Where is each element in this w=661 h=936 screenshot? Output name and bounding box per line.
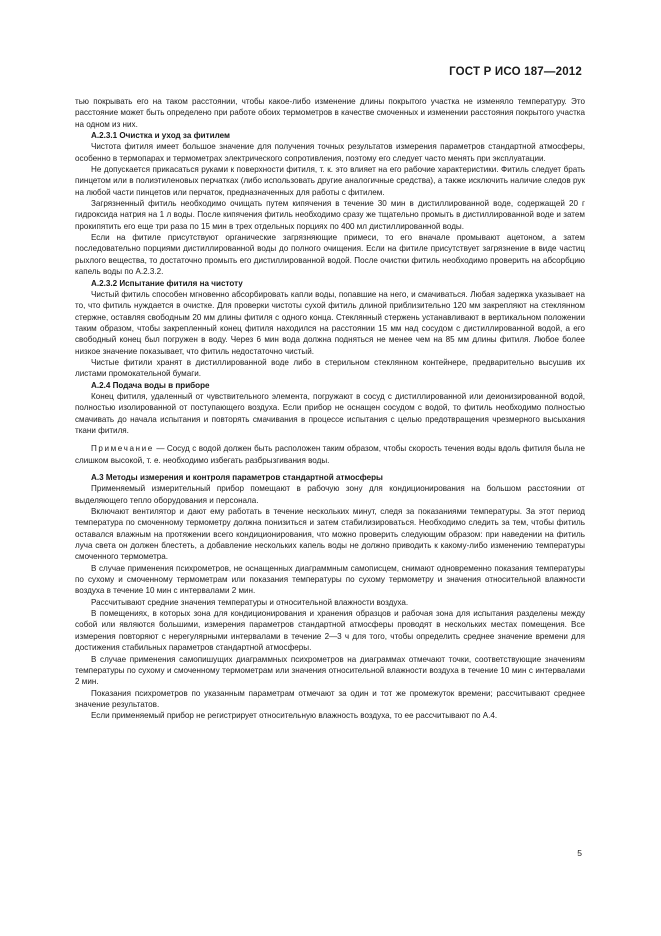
section-heading-a231: А.2.3.1 Очистка и уход за фитилем (91, 131, 231, 141)
paragraph: Включают вентилятор и дают ему работать в течение нескольких минут, следя за показаниями температуры. За этот период температура по смоченному термометру должна понизиться и затем стабилизироваться. Необходимо следить за тем, чтобы фитиль оставался влажным на протяжении всего кондиционирования, что можно проверить следующим образом: при наведении на фитиль луча света он должен блестеть, а добавление нескольких капель воды не должно приводить к какому-либо изменению температуры смоченного термометра. (75, 507, 585, 562)
document-body (75, 96, 585, 722)
note-paragraph (75, 443, 585, 466)
paragraph: Чистый фитиль способен мгновенно абсорбировать капли воды, попавшие на него, и смачиваться. Любая задержка указывает на то, что фитиль нуждается в очистке. Для проверки чистоты сухой фитиль длиной приблизительно 120 мм закрепляют на стеклянном стержне, оставляя свободным 20 мм длины фитиля с одного конца. Стеклянный стержень устанавливают в вертикальном положении таким образом, чтобы закрепленный конец фитиля находился на расстоянии 15 мм над сосудом с дистиллированной водой, а его свободный конец был погружен в воду. Через 6 мин вода должна подняться не менее чем на 85 мм длины фитиля. Любое более низкое значение показывает, что фитиль недостаточно чистый. (75, 289, 585, 356)
section-heading-a3: А.3 Методы измерения и контроля параметров стандартной атмосферы (91, 473, 383, 482)
paragraph-continuation: тью покрывать его на таком расстоянии, чтобы какое-либо изменение длины покрытого участка не изменяло температуру. Это расстояние может быть определено при работе обоих термометров в качестве смоченных и изменении расстояния покрытого участка на одном из них. (75, 97, 585, 129)
paragraph: Чистые фитили хранят в дистиллированной воде либо в стерильном стеклянном контейнере, предварительно высушив их листами промокательной бумаги. (75, 357, 585, 379)
paragraph: Показания психрометров по указанным параметрам отмечают за один и тот же промежуток времени; рассчитывают среднее значение результатов. (75, 688, 585, 709)
paragraph: Загрязненный фитиль необходимо очищать путем кипячения в течение 30 мин в дистиллированной воде, содержащей 20 г гидроксида натрия на 1 л воды. После кипячения фитиль необходимо сразу же тщательно промыть в дистиллированной воде и затем прокипятить его еще три раза по 15 мин в трех отдельных порциях по 400 мл дистиллированной воды. (75, 199, 585, 231)
paragraph: Если на фитиле присутствуют органические загрязняющие примеси, то его вначале промывают ацетоном, а затем последовательно порциями дистиллированной воды до полного очищения. Если на фитиле присутствует загрязнение в виде частиц рыхлого вещества, то достаточно промыть его дистиллированной водой. После очистки фитиль необходимо проверить на абсорбцию капель воды по А.2.3.2. (75, 233, 585, 277)
paragraph: Если применяемый прибор не регистрирует относительную влажность воздуха, то ее рассчитывают по А.4. (91, 711, 498, 721)
page-number: 5 (577, 848, 582, 858)
paragraph: Чистота фитиля имеет большое значение для получения точных результатов измерения параметров стандартной атмосферы, особенно в термопарах и термометрах электрического сопротивления, поэтому его следует часто менять при эксплуатации. (75, 142, 585, 163)
paragraph: Конец фитиля, удаленный от чувствительного элемента, погружают в сосуд с дистиллированной или деионизированной водой, полностью изолированной от поступающего воздуха. Если прибор не оснащен сосудом с водой, то фитиль необходимо полностью смачивать до начала испытания и повторять смачивания в процессе испытания с целью предотвращения чрезмерного высыхания ткани фитиля. (75, 391, 585, 435)
paragraph: В случае применения психрометров, не оснащенных диаграммным самописцем, снимают одновременно показания температуры по сухому и смоченному термометрам или показания температуры по сухому термометру и значения относительной влажности воздуха в течение 10 мин с интервалами 2 мин. (75, 563, 585, 596)
paragraph: Рассчитывают средние значения температуры и относительной влажности воздуха. (91, 597, 409, 607)
document-header: ГОСТ Р ИСО 187—2012 (449, 66, 582, 78)
paragraph: Не допускается прикасаться руками к поверхности фитиля, т. к. это влияет на его рабочие характеристики. Фитиль следует брать пинцетом или в полиэтиленовых перчатках (либо использовать другие аналогичные средства), а также исключить наличие следов рук на любой части пинцетов или перчаток, предназначенных для работы с фитилем. (75, 165, 585, 197)
section-heading-a24: А.2.4 Подача воды в приборе (91, 380, 210, 390)
note-label: Примечание (91, 444, 154, 454)
section-heading-a232: А.2.3.2 Испытание фитиля на чистоту (91, 278, 243, 288)
paragraph: В случае применения самопишущих диаграммных психрометров на диаграммах отмечают точки, соответствующие значениям температуры по сухому и смоченному термометрам или значения относительной влажности воздуха в течение 10 мин с интервалами 2 мин. (75, 654, 585, 687)
paragraph: Применяемый измерительный прибор помещают в рабочую зону для кондиционирования на большом расстоянии от выделяющего тепло оборудования и персонала. (75, 484, 585, 505)
note-text: — Сосуд с водой должен быть расположен таким образом, чтобы скорость течения воды вдоль фитиля была не слишком высокой, т. е. необходимо избегать разбрызгивания воды. (75, 444, 585, 465)
paragraph: В помещениях, в которых зона для кондиционирования и хранения образцов и рабочая зона для испытания разделены между собой или являются большими, измерения параметров стандартной атмосферы проводят в нескольких местах помещения. Все измерения повторяют с нерегулярными интервалами в течение 2—3 ч для того, чтобы определить среднее значение времени для достижения стабильных параметров стандартной атмосферы. (75, 609, 585, 653)
